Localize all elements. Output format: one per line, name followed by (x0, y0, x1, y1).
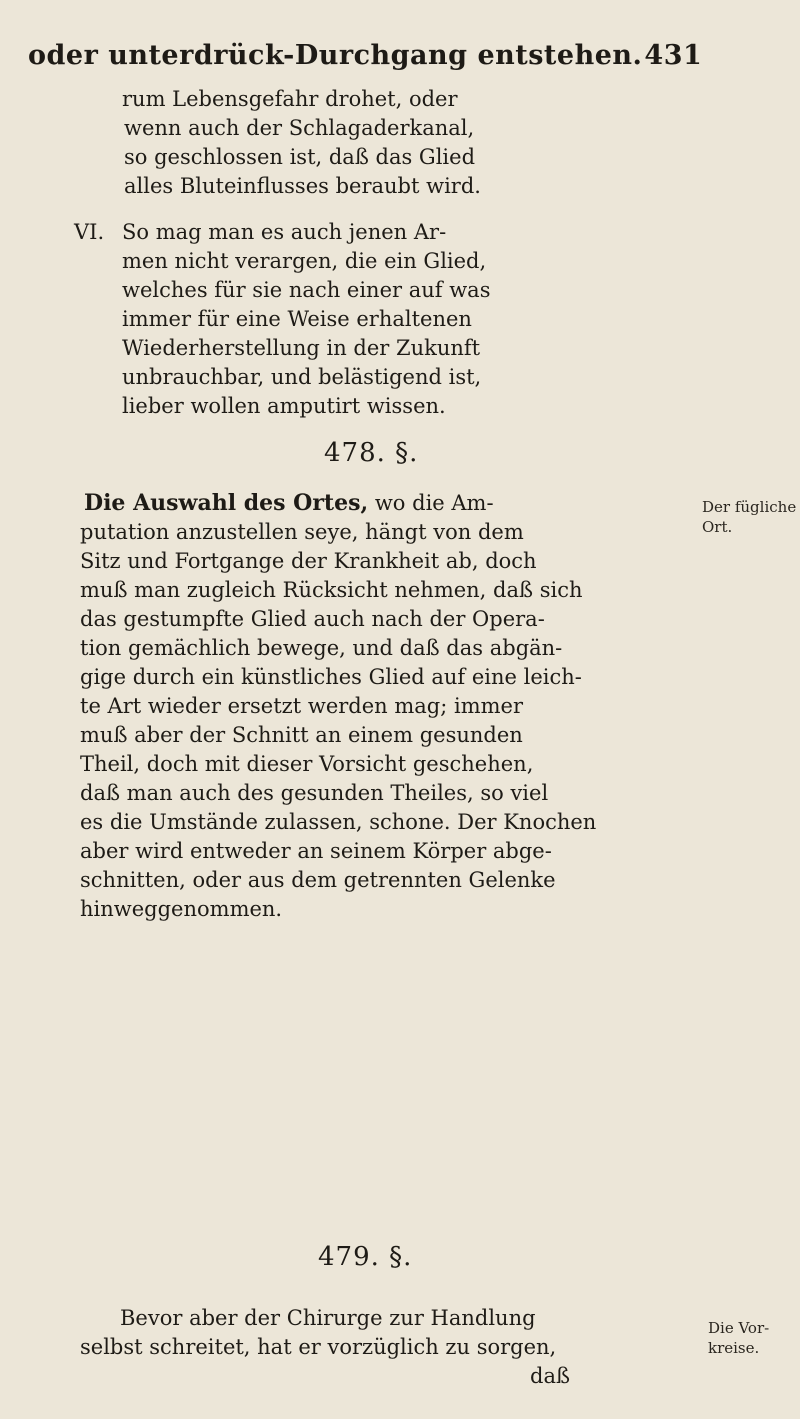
section-heading-478: 478. §. (324, 438, 419, 468)
section-vi (74, 218, 490, 421)
lead-phrase: Die Auswahl des Ortes, (84, 490, 369, 516)
margin-note-478 (702, 497, 796, 537)
text-line: rum Lebensgefahr drohet, oder (122, 87, 458, 111)
text-line: Wiederherstellung in der Zukunft (122, 336, 481, 360)
text-line: te Art wieder ersetzt werden mag; immer (80, 694, 523, 718)
text-line: lieber wollen amputirt wissen. (122, 394, 446, 418)
text-line: wenn auch der Schlagaderkanal, (124, 116, 475, 140)
text-line: so geschlossen ist, daß das Glied (124, 145, 476, 169)
page-number: 431 (644, 40, 703, 71)
margin-note-line: Der fügliche (702, 498, 797, 516)
text-line: unbrauchbar, und belästigend ist, (122, 365, 482, 389)
text-line: schnitten, oder aus dem getrennten Gelenke (80, 868, 556, 892)
text-line: men nicht verargen, die ein Glied, (122, 249, 487, 273)
text-line: putation anzustellen seye, hängt von dem (80, 520, 524, 544)
text-line: immer für eine Weise erhaltenen (122, 307, 472, 331)
margin-note-line: Ort. (702, 518, 733, 536)
text-line: VI. So mag man es auch jenen Ar- (74, 218, 490, 247)
text-line: hinweggenommen. (80, 897, 283, 921)
text-line: Theil, doch mit dieser Vorsicht geschehen, (80, 752, 534, 776)
margin-note-479 (708, 1318, 769, 1358)
section-479-body (80, 1304, 570, 1391)
text-line: Bevor aber der Chirurge zur Handlung (120, 1306, 536, 1330)
text-line: daß (530, 1364, 570, 1388)
header-title: oder unterdrück-Durchgang entstehen. (28, 40, 643, 71)
text-line: das gestumpfte Glied auch nach der Opera- (80, 607, 545, 631)
text-line: welches für sie nach einer auf was (122, 278, 491, 302)
text-line: Sitz und Fortgange der Krankheit ab, doch (80, 549, 537, 573)
section-heading-479: 479. §. (318, 1242, 413, 1272)
running-header (28, 40, 768, 71)
text-line: muß aber der Schnitt an einem gesunden (80, 723, 523, 747)
text-line: daß man auch des gesunden Theiles, so viel (80, 781, 549, 805)
section-478-body (80, 489, 692, 924)
margin-note-line: Die Vor- (708, 1319, 770, 1337)
text-line: muß man zugleich Rücksicht nehmen, daß sich (80, 578, 583, 602)
margin-note-line: kreise. (708, 1339, 760, 1357)
paragraph-continuation (122, 85, 481, 201)
text-line: selbst schreitet, hat er vorzüglich zu sorgen, (80, 1335, 557, 1359)
text-line: es die Umstände zulassen, schone. Der Knochen (80, 810, 597, 834)
text-line: aber wird entweder an seinem Körper abge- (80, 839, 552, 863)
section-number: VI. (74, 220, 105, 244)
text-line: alles Bluteinflusses beraubt wird. (124, 174, 481, 198)
text-line: tion gemächlich bewege, und daß das abgän- (80, 636, 563, 660)
text-line: gige durch ein künstliches Glied auf eine leich- (80, 665, 582, 689)
text-line: Die Auswahl des Ortes, wo die Am- (84, 490, 494, 516)
